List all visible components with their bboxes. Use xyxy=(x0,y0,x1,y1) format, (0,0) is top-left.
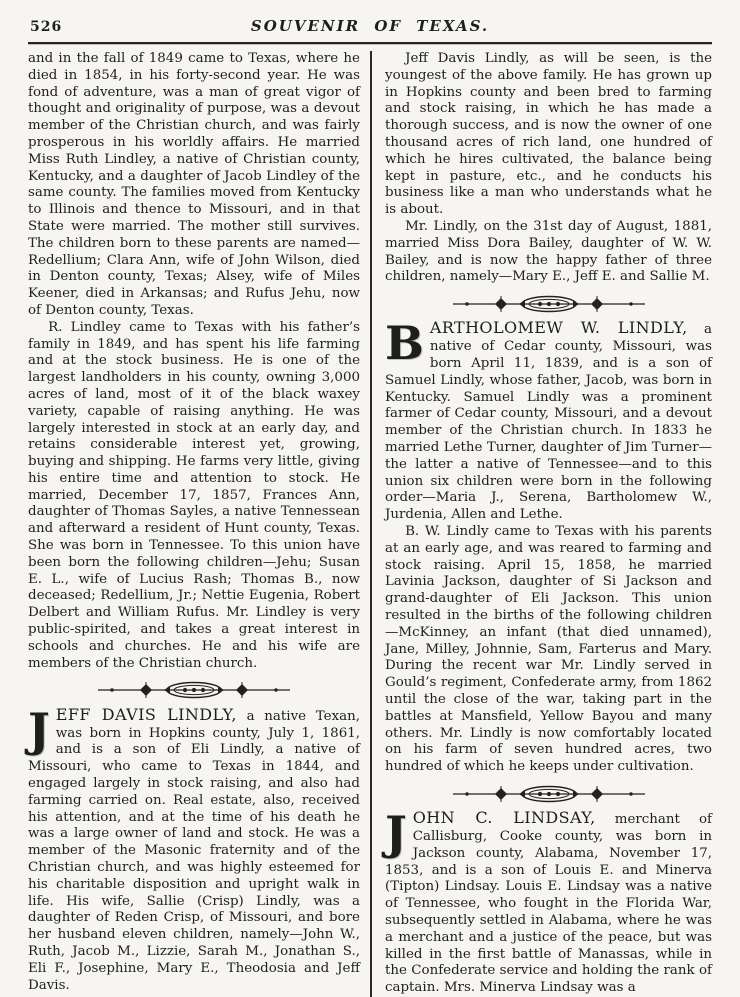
dropcap-initial: J xyxy=(385,806,407,861)
biography-jeff-davis-lindly xyxy=(28,702,360,995)
dropcap-initial: B xyxy=(385,316,424,371)
biography-subject-name: EFF DAVIS LINDLY, xyxy=(55,704,237,724)
biography-text: a native Texan, was born in Hopkins county, July 1, 1861, and is a son of Eli Lindly, a native of Missouri, who came to Texas in 1844, and engaged largely in stock raising, and also had farming carried on. Real estate, also, received his attention, and at the time of his death he was a large owner of land and stock. He was a member of the Masonic fraternity and of the Christian church, and was highly esteemed for his charitable disposition and upright walk in life. His wife, Sallie (Crisp) Lindly, was a daughter of Reden Crisp, of Missouri, and bore her husband eleven children, namely—John W., Ruth, Jacob M., Lizzie, Sarah M., Jonathan S., Eli F., Josephine, Mary E., Theodosia and Jeff Davis. xyxy=(28,708,360,993)
section-divider xyxy=(28,672,360,706)
two-column-text xyxy=(28,51,712,997)
paragraph: and in the fall of 1849 came to Texas, where he died in 1854, in his forty-second year. He was fond of adventure, was a man of great vigor of thought and originality of purpose, was a devout member of the Christian church, and was fairly prosperous in his worldly affairs. He married Miss Ruth Lindley, a native of Christian county, Kentucky, and a daughter of Jacob Lindley of the same county. The families moved from Kentucky to Illinois and thence to Missouri, and in that State were married. The mother still survives. The children born to these parents are named—Redellium; Clara Ann, wife of John Wilson, died in Denton county, Texas; Alsey, wife of Miles Keener, died in Arkansas; and Rufus Jehu, now of Denton county, Texas. xyxy=(28,50,360,318)
page-header xyxy=(28,14,712,37)
paragraph: Mr. Lindly, on the 31st day of August, 1881, married Miss Dora Bailey, daughter of W. W. Bailey, and is now the happy father of three children, namely—Mary E., Jeff E. and Sallie M. xyxy=(385,218,712,285)
paragraph: B. W. Lindly came to Texas with his parents at an early age, and was reared to farming and stock raising. April 15, 1858, he married Lavinia Jackson, daughter of Si Jackson and grand-daughter of Eli Jackson. This union resulted in the births of the following children—McKinney, an infant (that died unnamed), Jane, Milley, Johnnie, Sam, Farterus and Mary. During the recent war Mr. Lindly served in Gould’s regiment, Confederate army, from 1862 until the close of the war, taking part in the battles at Mansfield, Yellow Bayou and many others. Mr. Lindly is now comfortably located on his farm of seven hundred acres, two hundred of which he keeps under cultivation. xyxy=(385,523,712,775)
dropcap-initial: J xyxy=(28,702,50,757)
biography-subject-name: ARTHOLOMEW W. LINDLY, xyxy=(429,318,688,338)
section-divider xyxy=(385,286,712,320)
running-title: SOUVENIR OF TEXAS. xyxy=(250,16,490,35)
page-number: 526 xyxy=(30,18,63,35)
left-column xyxy=(28,51,370,997)
fleuron-divider-icon xyxy=(94,681,294,699)
header-rule xyxy=(28,42,712,44)
biography-bartholomew-lindly xyxy=(385,316,712,524)
biography-subject-name: OHN C. LINDSAY, xyxy=(412,808,596,828)
paragraph: Jeff Davis Lindly, as will be seen, is the youngest of the above family. He has grown up in Hopkins county and been bred to farming and stock raising, in which he has made a thorough success, and is now the owner of one thousand acres of rich land, one hundred of which he hires cultivated, the balance being kept in pasture, etc., and he conducts his business like a man who understands what he is about. xyxy=(385,50,712,218)
biography-text: merchant of Callisburg, Cooke county, was born in Jackson county, Alabama, November 17, 1853, and is a son of Louis E. and Minerva (Tipton) Lindsay. Louis E. Lindsay was a native of Tennessee, who fought in the Florida War, subsequently settled in Alabama, where he was a merchant and a justice of the peace, but was killed in the first battle of Manassas, while in the Confederate service and holding the rank of captain. Mrs. Minerva Lindsay was a xyxy=(385,812,712,996)
biography-john-c-lindsay xyxy=(385,806,712,997)
fleuron-divider-icon xyxy=(449,295,649,313)
biography-text: a native of Cedar county, Missouri, was born April 11, 1839, and is a son of Samuel Lindly, whose father, Jacob, was born in Kentucky. Samuel Lindly was a prominent farmer of Cedar county, Missouri, and a devout member of the Christian church. In 1833 he married Lethe Turner, daughter of Jim Turner—the latter a native of Tennessee—and to this union six children were born in the following order—Maria J., Serena, Bartholomew W., Jurdenia, Allen and Lethe. xyxy=(385,322,712,523)
fleuron-divider-icon xyxy=(449,785,649,803)
paragraph: R. Lindley came to Texas with his father’s family in 1849, and has spent his life farming and at the stock business. He is one of the largest landholders in his county, owning 3,000 acres of land, most of it of the black waxey variety, capable of raising anything. He was largely interested in stock at an early day, and retains considerable interest yet, growing, buying and shipping. He farms very little, giving his entire time and attention to stock. He married, December 17, 1857, Frances Ann, daughter of Thomas Sayles, a native Tennessean and afterward a resident of Hunt county, Texas. She was born in Tennessee. To this union have been born the following children—Jehu; Susan E. L., wife of Lucius Rash; Thomas B., now deceased; Redellium, Jr.; Nettie Eugenia, Robert Delbert and William Rufus. Mr. Lindley is very public-spirited, and takes a great interest in schools and churches. He and his wife are members of the Christian church. xyxy=(28,319,360,671)
section-divider xyxy=(385,776,712,810)
right-column xyxy=(370,51,712,997)
